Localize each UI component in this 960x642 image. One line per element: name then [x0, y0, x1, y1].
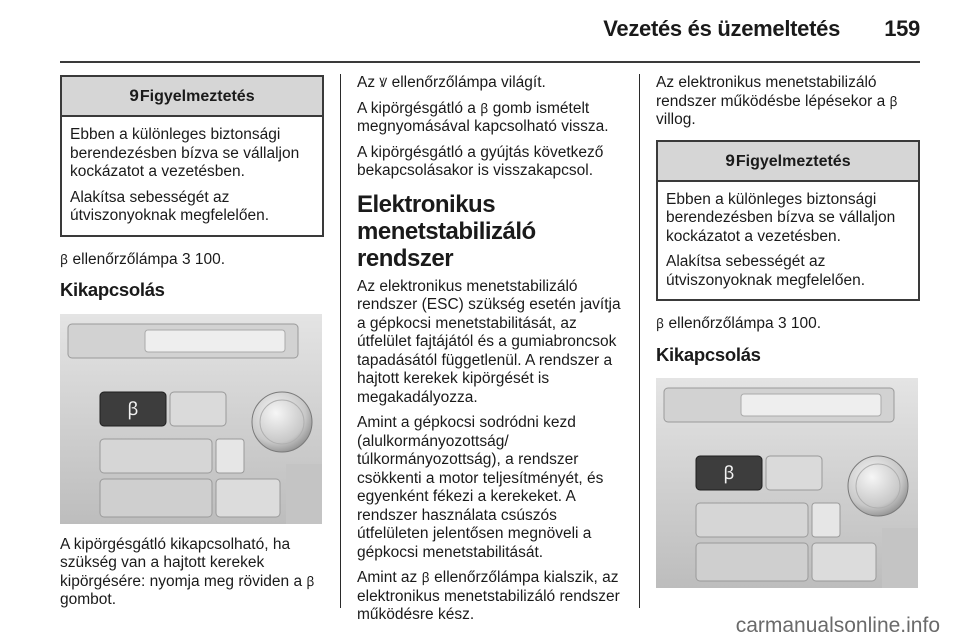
traction-control-icon: ꞵ [480, 100, 489, 116]
warning-header [658, 142, 918, 182]
body-paragraph: Amint az ꞵ ellenőrzőlámpa kialszik, az elektronikus menetstabilizáló rendszer működésre kész. [357, 569, 620, 623]
dashboard-button-photo [60, 314, 322, 524]
body-paragraph: A kipörgésgátló a ꞵ gomb ismételt megnyomásával kapcsolható vissza. [357, 99, 609, 135]
page-ref-arrow-icon: 3 [181, 250, 191, 268]
warning-text: Alakítsa sebességét az útviszonyoknak megfelelően. [70, 188, 270, 224]
svg-text:ꞵ: ꞵ [723, 463, 735, 484]
esc-off-icon: Ꝟ [379, 75, 388, 90]
body-paragraph: Amint a gépkocsi sodródni kezd (alulkormányozottság/ túlkormányozottság), a rendszer csökkenti a motor teljesítményét, és egyenként fékezi a kerekeket. A rendszer használata csúszós útfelületen jelentősen megnöveli a gépkocsi menetstabilitását. [357, 414, 604, 561]
body-paragraph: Az elektronikus menetstabilizáló rendszer működésbe lépésekor a ꞵ villog. [656, 74, 898, 128]
warning-text: Alakítsa sebességét az útviszonyoknak megfelelően. [666, 253, 866, 289]
traction-control-icon: ꞵ [306, 573, 315, 589]
traction-control-icon: ꞵ [421, 570, 430, 585]
page-ref-arrow-icon: 3 [777, 315, 787, 332]
section-heading: Kikapcsolás [656, 343, 761, 365]
section-heading: Elektronikus menetstabilizáló rendszer [357, 190, 536, 272]
traction-control-icon: ꞵ [889, 93, 898, 109]
warning-title: Figyelmeztetés [139, 88, 255, 105]
body-paragraph: Az Ꝟ ellenőrzőlámpa világít. [357, 74, 546, 91]
watermark: carmanualsonline.info [735, 614, 940, 637]
svg-text:ꞵ: ꞵ [127, 398, 139, 420]
page-ref-link[interactable]: 100. [790, 315, 822, 332]
warning-box [656, 140, 920, 302]
page-header-title: Vezetés és üzemeltetés [603, 16, 840, 41]
warning-title: Figyelmeztetés [735, 152, 851, 170]
traction-control-icon: ꞵ [656, 316, 665, 331]
header-rule [60, 61, 920, 63]
column-3 [656, 74, 920, 600]
column-1 [60, 74, 324, 617]
section-heading: Kikapcsolás [60, 279, 165, 300]
page-number: 159 [884, 16, 920, 41]
warning-body [658, 182, 918, 300]
page-ref-link[interactable]: 100. [194, 250, 226, 268]
body-paragraph: Az elektronikus menetstabilizáló rendszer (ESC) szükség esetén javítja a gépkocsi menetstabilitását, az útfelület fajtájától és a gumiabroncsok tapadásától függetlenül. A rendszer a hajtott kerekek kipörgését is megakadályozza. [357, 277, 621, 406]
warning-text: Ebben a különleges biztonsági berendezésben bízva se vállaljon kockázatot a vezetésben. [70, 126, 300, 180]
indicator-reference: ꞵ ellenőrzőlámpa 3 100. [656, 315, 822, 332]
body-paragraph: A kipörgésgátló kikapcsolható, ha szükség van a hajtott kerekek kipörgésére: nyomja meg röviden a ꞵ gombot. [60, 535, 315, 608]
traction-control-icon: ꞵ [60, 251, 69, 267]
warning-triangle-icon: 9 [129, 86, 139, 105]
column-divider [639, 74, 640, 608]
indicator-reference: ꞵ ellenőrzőlámpa 3 100. [60, 250, 226, 268]
warning-body [62, 117, 322, 235]
warning-text: Ebben a különleges biztonsági berendezésben bízva se vállaljon kockázatot a vezetésben. [666, 190, 896, 245]
warning-triangle-icon: 9 [725, 150, 735, 170]
body-paragraph: A kipörgésgátló a gyújtás következő bekapcsolásakor is visszakapcsol. [357, 143, 604, 179]
warning-header [62, 77, 322, 117]
column-2 [357, 74, 625, 632]
column-divider [340, 74, 341, 608]
warning-box [60, 75, 324, 237]
dashboard-button-photo [656, 378, 918, 588]
